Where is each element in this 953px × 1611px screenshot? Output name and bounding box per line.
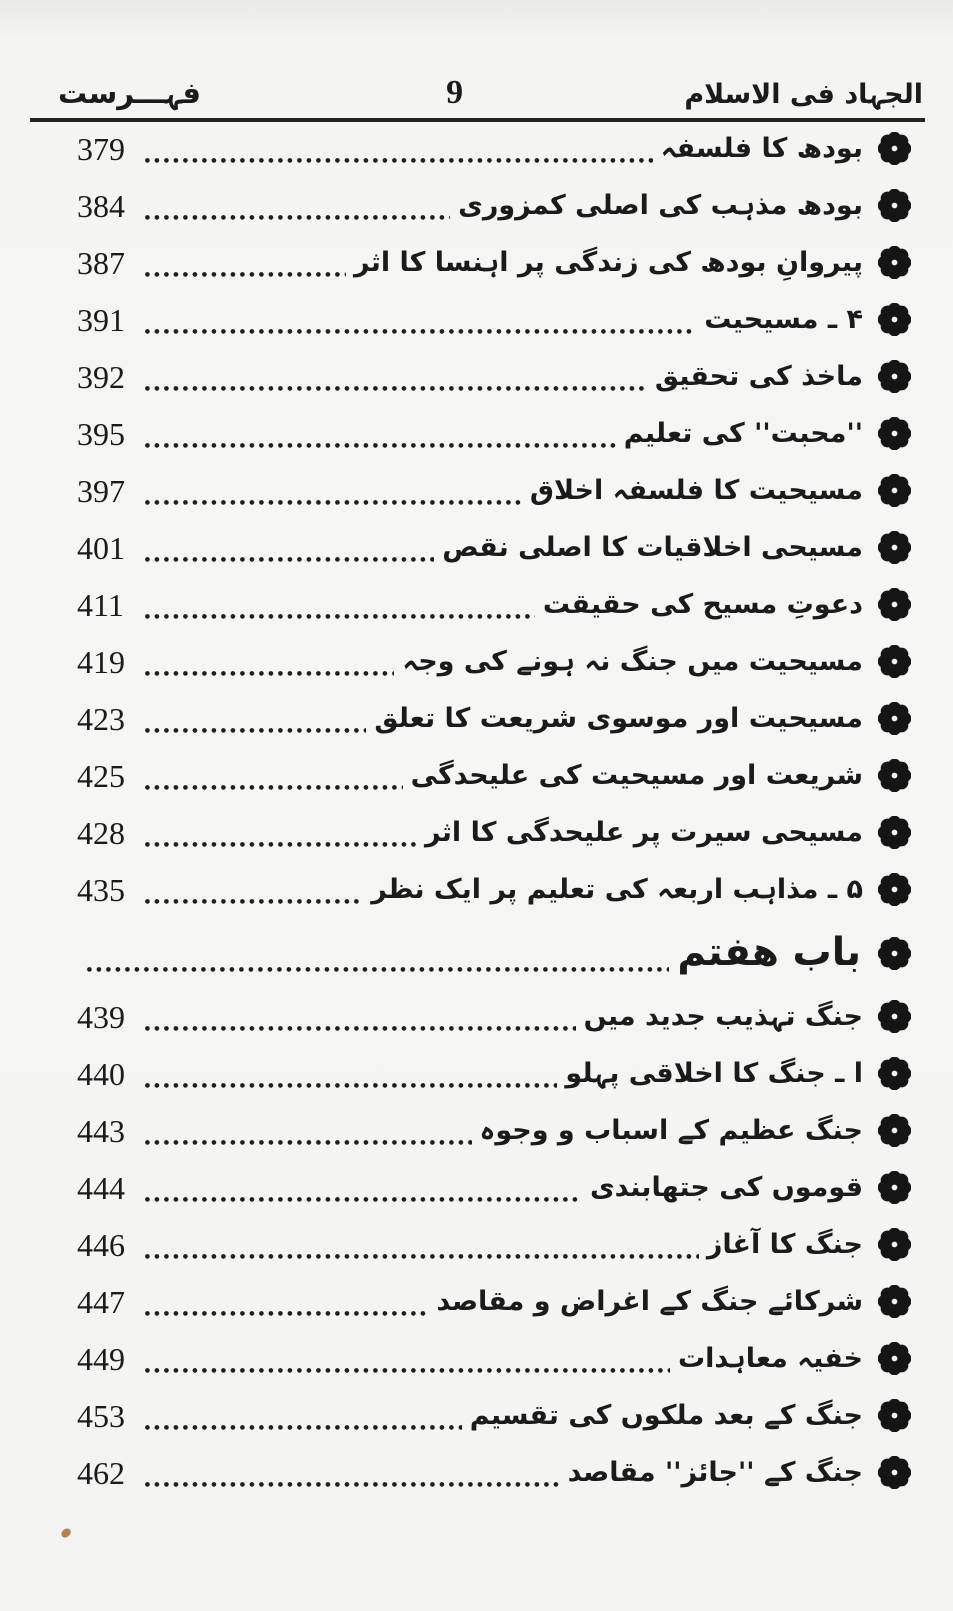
toc-entry-page-number: 453 (77, 1397, 125, 1434)
toc-entry-title: جنگ کے ''جائز'' مقاصد (567, 1456, 863, 1488)
dotted-leader (145, 1140, 472, 1145)
florette-bullet-icon (877, 1342, 911, 1376)
toc-entry-title: شریعت اور مسیحیت کی علیحدگی (410, 759, 863, 791)
toc-entry-page-number: 446 (77, 1226, 125, 1263)
toc-entry-title: مسیحی سیرت پر علیحدگی کا اثر (424, 816, 863, 848)
toc-entry-title: ''محبت'' کی تعلیم (623, 417, 863, 449)
toc-entry-row (0, 918, 953, 988)
page-number: 9 (446, 74, 464, 111)
toc-entry-row (0, 1330, 953, 1387)
toc-entry-title: ا ـ جنگ کا اخلاقی پہلو (565, 1057, 863, 1089)
florette-bullet-icon (877, 759, 911, 793)
toc-entry-title: مسیحیت میں جنگ نہ ہونے کی وجہ (402, 645, 863, 677)
dotted-leader (145, 272, 346, 277)
toc-entry-page-number: 395 (77, 415, 125, 452)
toc-entry-row (0, 804, 953, 861)
dotted-leader (145, 899, 363, 904)
florette-bullet-icon (877, 588, 911, 622)
toc-entry-page-number: 447 (77, 1283, 125, 1320)
dotted-leader (145, 1083, 557, 1088)
florette-bullet-icon (877, 1456, 911, 1490)
toc-entry-title: جنگ عظیم کے اسباب و وجوہ (479, 1114, 863, 1146)
toc-entry-row (0, 234, 953, 291)
toc-entry-title: مسیحیت اور موسوی شریعت کا تعلق (374, 702, 863, 734)
dotted-leader (145, 329, 696, 334)
florette-bullet-icon (877, 1228, 911, 1262)
dotted-leader (145, 386, 647, 391)
toc-entry-page-number: 440 (77, 1055, 125, 1092)
dotted-leader (145, 671, 394, 676)
toc-entry-title: جنگ تہذیب جدید میں (583, 1000, 863, 1032)
toc-entry-title: جنگ کے بعد ملکوں کی تقسیم (469, 1399, 863, 1431)
toc-list (0, 120, 953, 1501)
florette-bullet-icon (877, 1057, 911, 1091)
toc-entry-page-number: 379 (77, 130, 125, 167)
dotted-leader (145, 215, 450, 220)
dotted-leader (145, 1311, 428, 1316)
toc-entry-page-number: 435 (77, 871, 125, 908)
florette-bullet-icon (877, 189, 911, 223)
dotted-leader (145, 443, 616, 448)
toc-entry-page-number: 387 (77, 244, 125, 281)
florette-bullet-icon (877, 417, 911, 451)
florette-bullet-icon (877, 132, 911, 166)
toc-entry-row (0, 1159, 953, 1216)
toc-entry-page-number: 439 (77, 998, 125, 1035)
toc-entry-title: بودھ مذہب کی اصلی کمزوری (458, 189, 863, 221)
toc-entry-title: پیروانِ بودھ کی زندگی پر اہنسا کا اثر (353, 246, 863, 278)
florette-bullet-icon (877, 246, 911, 280)
toc-entry-page-number: 443 (77, 1112, 125, 1149)
toc-entry-page-number: 397 (77, 472, 125, 509)
toc-entry-row (0, 348, 953, 405)
toc-entry-row (0, 1444, 953, 1501)
toc-entry-page-number: 423 (77, 700, 125, 737)
florette-bullet-icon (877, 702, 911, 736)
florette-bullet-icon (877, 1000, 911, 1034)
paper-speck (60, 1527, 72, 1540)
florette-bullet-icon (877, 1399, 911, 1433)
toc-entry-row (0, 120, 953, 177)
florette-bullet-icon (877, 531, 911, 565)
toc-entry-title: قوموں کی جتھابندی (589, 1171, 863, 1203)
dotted-leader (145, 1026, 576, 1031)
toc-entry-row (0, 1273, 953, 1330)
toc-entry-page-number: 391 (77, 301, 125, 338)
florette-bullet-icon (877, 1285, 911, 1319)
florette-bullet-icon (877, 936, 911, 970)
toc-entry-title: دعوتِ مسیح کی حقیقت (542, 588, 863, 620)
toc-entry-row (0, 690, 953, 747)
florette-bullet-icon (877, 873, 911, 907)
toc-entry-row (0, 747, 953, 804)
dotted-leader (145, 557, 434, 562)
toc-entry-page-number: 425 (77, 757, 125, 794)
toc-entry-page-number: 449 (77, 1340, 125, 1377)
toc-entry-row (0, 1216, 953, 1273)
toc-entry-page-number: 444 (77, 1169, 125, 1206)
toc-entry-page-number: 384 (77, 187, 125, 224)
toc-entry-row (0, 633, 953, 690)
dotted-leader (145, 500, 522, 505)
toc-entry-page-number: 411 (77, 586, 124, 623)
toc-entry-title: مسیحیت کا فلسفہ اخلاق (529, 474, 863, 506)
dotted-leader (145, 1254, 699, 1259)
toc-entry-title: شرکائے جنگ کے اغراض و مقاصد (436, 1285, 863, 1317)
toc-entry-page-number: 428 (77, 814, 125, 851)
dotted-leader (145, 1482, 560, 1487)
toc-entry-title: ماخذ کی تحقیق (654, 360, 863, 392)
toc-entry-page-number: 462 (77, 1454, 125, 1491)
toc-entry-row (0, 405, 953, 462)
florette-bullet-icon (877, 360, 911, 394)
dotted-leader (145, 1197, 582, 1202)
toc-entry-title: ۴ ـ مسیحیت (704, 303, 863, 335)
dotted-leader (145, 842, 417, 847)
toc-entry-row (0, 1387, 953, 1444)
toc-entry-title: خفیہ معاہدات (677, 1342, 863, 1374)
dotted-leader (145, 785, 403, 790)
toc-entry-page-number: 401 (77, 529, 125, 566)
dotted-leader (87, 967, 669, 972)
toc-entry-row (0, 1102, 953, 1159)
toc-entry-row (0, 988, 953, 1045)
florette-bullet-icon (877, 645, 911, 679)
toc-entry-title: مسیحی اخلاقیات کا اصلی نقص (442, 531, 863, 563)
florette-bullet-icon (877, 816, 911, 850)
toc-entry-row (0, 177, 953, 234)
toc-entry-row (0, 291, 953, 348)
toc-entry-title: بودھ کا فلسفہ (660, 132, 863, 164)
florette-bullet-icon (877, 1114, 911, 1148)
dotted-leader (145, 1425, 462, 1430)
toc-entry-page-number: 419 (77, 643, 125, 680)
toc-entry-row (0, 576, 953, 633)
contents-heading: فہـــرست (58, 76, 201, 110)
toc-entry-row (0, 1045, 953, 1102)
dotted-leader (145, 614, 535, 619)
dotted-leader (145, 1368, 670, 1373)
dotted-leader (145, 158, 653, 163)
toc-entry-page-number: 392 (77, 358, 125, 395)
toc-entry-title: باب ھفتم (677, 929, 861, 975)
toc-entry-row (0, 462, 953, 519)
toc-entry-title: جنگ کا آغاز (706, 1228, 863, 1260)
book-title: الجہاد فی الاسلام (684, 79, 923, 110)
florette-bullet-icon (877, 474, 911, 508)
florette-bullet-icon (877, 1171, 911, 1205)
dotted-leader (145, 728, 366, 733)
toc-entry-row (0, 519, 953, 576)
toc-entry-row (0, 861, 953, 918)
florette-bullet-icon (877, 303, 911, 337)
page-header (30, 52, 925, 122)
toc-entry-title: ۵ ـ مذاہب اربعہ کی تعلیم پر ایک نظر (371, 873, 863, 905)
